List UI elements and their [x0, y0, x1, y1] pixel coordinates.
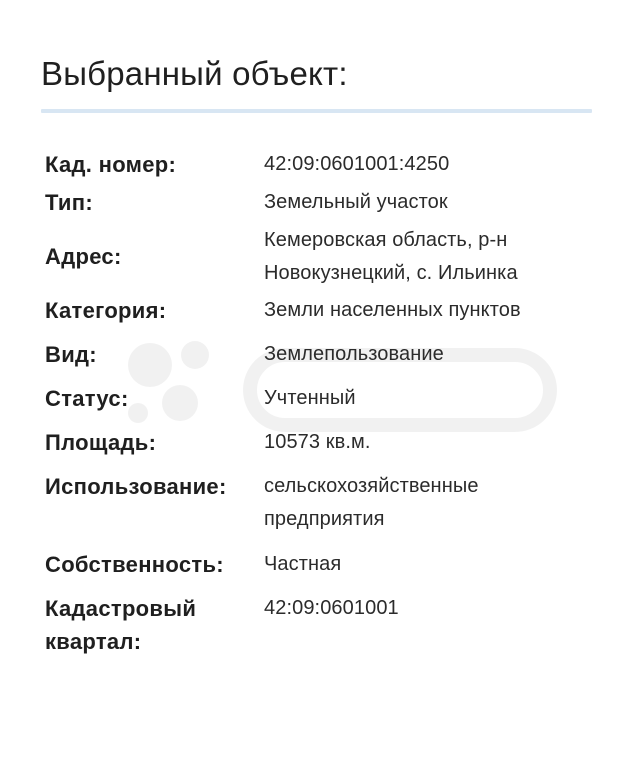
property-value: 42:09:0601001:4250	[264, 153, 450, 175]
property-label: Статус:	[45, 386, 129, 411]
property-label: Кадастровый квартал:	[45, 596, 197, 654]
property-value: Земельный участок	[264, 191, 448, 213]
property-value: Землепользование	[264, 343, 444, 365]
property-value: сельскохозяйственные предприятия	[264, 475, 479, 530]
title-divider	[41, 109, 592, 113]
property-label: Адрес:	[45, 244, 122, 269]
property-value: Частная	[264, 553, 342, 575]
property-value: 42:09:0601001	[264, 597, 399, 619]
page-title: Выбранный объект:	[41, 55, 348, 92]
property-value: Земли населенных пунктов	[264, 299, 521, 321]
property-value: Учтенный	[264, 387, 356, 409]
property-label: Тип:	[45, 190, 93, 215]
property-label: Использование:	[45, 474, 227, 499]
property-label: Площадь:	[45, 430, 157, 455]
property-label: Собственность:	[45, 552, 224, 577]
property-value: 10573 кв.м.	[264, 431, 371, 453]
property-label: Вид:	[45, 342, 97, 367]
property-value: Кемеровская область, р-н Новокузнецкий, с. Ильинка	[264, 229, 518, 284]
property-label: Категория:	[45, 298, 167, 323]
property-label: Кад. номер:	[45, 152, 177, 177]
